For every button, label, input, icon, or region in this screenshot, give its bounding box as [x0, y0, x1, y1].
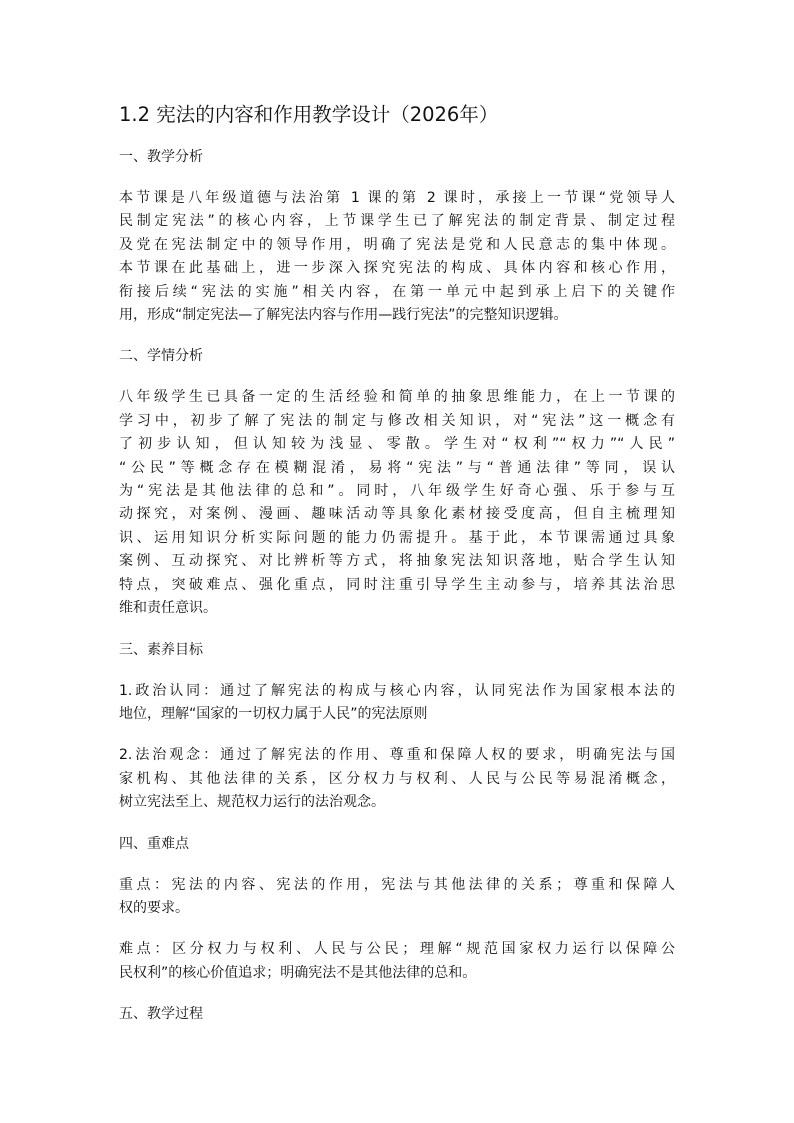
paragraph-goal-political-identity [119, 680, 675, 727]
text-line: 为“宪法是其他法律的总和”。同时，八年级学生好奇心强、乐于参与互 [119, 483, 675, 500]
text-line: 权的要求。 [119, 899, 189, 916]
document-title: 1.2 宪法的内容和作用教学设计（2026年） [119, 103, 499, 126]
text-line: 案例、互动探究、对比辨析等方式，将抽象宪法知识落地，贴合学生认知 [119, 553, 675, 570]
paragraph-student-analysis [119, 386, 675, 620]
paragraph-key-points [119, 874, 675, 921]
section-heading-teaching-process: 五、教学过程 [119, 1006, 203, 1023]
text-line: 动探究，对案例、漫画、趣味活动等具象化素材接受度高，但自主梳理知 [119, 506, 675, 523]
text-line: 了初步认知，但认知较为浅显、零散。学生对“权利”“权力”“人民” [119, 436, 675, 453]
text-line: 维和责任意识。 [119, 600, 217, 617]
text-line: 及党在宪法制定中的领导作用，明确了宪法是党和人民意志的集中体现。 [119, 236, 675, 253]
paragraph-goal-rule-of-law [119, 744, 675, 814]
text-line: 用，形成“制定宪法—了解宪法内容与作用—践行宪法”的完整知识逻辑。 [119, 307, 568, 324]
text-line: 民权利”的核心价值追求；明确宪法不是其他法律的总和。 [119, 964, 477, 981]
text-line: 重点：宪法的内容、宪法的作用，宪法与其他法律的关系；尊重和保障人 [119, 876, 675, 893]
text-line: 难点：区分权力与权利、人民与公民；理解“规范国家权力运行以保障公 [119, 941, 675, 958]
text-line: 家机构、其他法律的关系，区分权力与权利、人民与公民等易混淆概念， [119, 770, 675, 787]
text-line: 本节课在此基础上，进一步深入探究宪法的构成、具体内容和核心作用， [119, 260, 675, 277]
text-line: 地位，理解“国家的一切权力属于人民”的宪法原则 [119, 705, 428, 722]
text-line: 民制定宪法”的核心内容，上节课学生已了解宪法的制定背景、制定过程 [119, 213, 675, 230]
text-line: “公民”等概念存在模糊混淆，易将“宪法”与“普通法律”等同，误认 [119, 459, 675, 476]
section-heading-literacy-goals: 三、素养目标 [119, 641, 203, 658]
text-line: 八年级学生已具备一定的生活经验和简单的抽象思维能力，在上一节课的 [119, 389, 675, 406]
text-line: 学习中，初步了解了宪法的制定与修改相关知识，对“宪法”这一概念有 [119, 412, 675, 429]
text-line: 1.政治认同：通过了解宪法的构成与核心内容，认同宪法作为国家根本法的 [119, 682, 675, 699]
text-line: 本节课是八年级道德与法治第 1 课的第 2 课时，承接上一节课“党领导人 [119, 190, 675, 206]
paragraph-teaching-analysis [119, 187, 675, 327]
text-line: 树立宪法至上、规范权力运行的法治观念。 [119, 794, 385, 811]
section-heading-student-analysis: 二、学情分析 [119, 348, 203, 365]
text-line: 衔接后续“宪法的实施”相关内容，在第一单元中起到承上启下的关键作 [119, 283, 675, 300]
text-line: 特点，突破难点、强化重点，同时注重引导学生主动参与，培养其法治思 [119, 576, 675, 593]
text-line: 识、运用知识分析实际问题的能力仍需提升。基于此，本节课需通过具象 [119, 529, 675, 546]
document-page [119, 100, 675, 1044]
paragraph-difficult-points [119, 938, 675, 985]
section-heading-key-points: 四、重难点 [119, 835, 189, 852]
text-line: 2.法治观念：通过了解宪法的作用、尊重和保障人权的要求，明确宪法与国 [119, 747, 675, 764]
section-heading-teaching-analysis: 一、教学分析 [119, 149, 203, 165]
